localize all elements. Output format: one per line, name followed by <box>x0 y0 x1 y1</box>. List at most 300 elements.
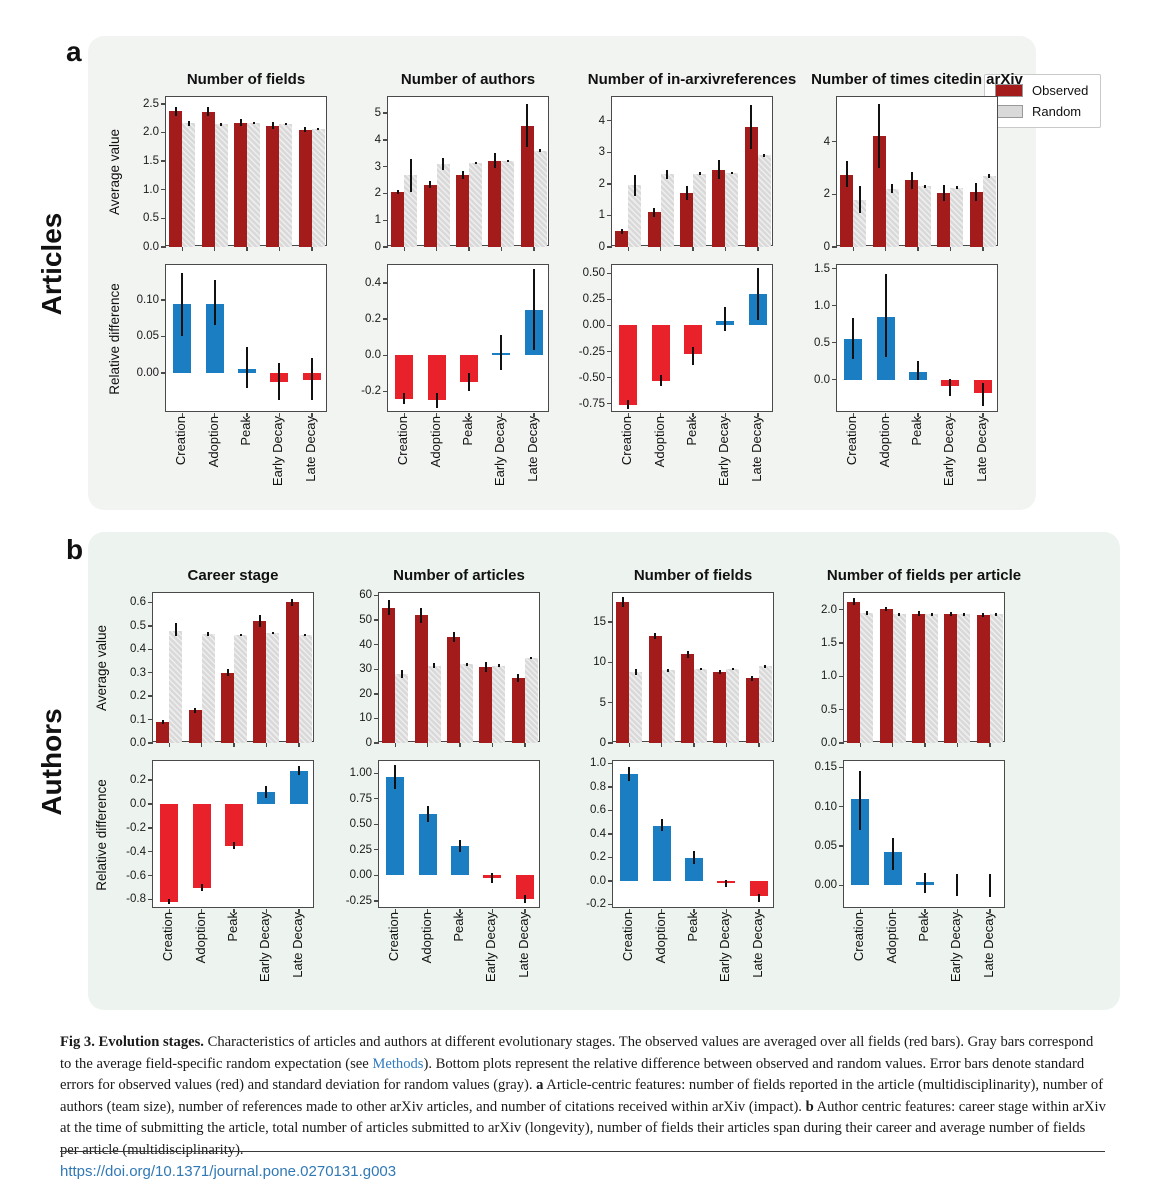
category-labels <box>378 912 540 1012</box>
error-bar <box>427 806 429 822</box>
ytick-mark <box>148 851 153 852</box>
ytick-mark <box>161 372 166 373</box>
ytick-mark <box>839 742 844 743</box>
ytick-mark <box>161 160 166 161</box>
ytick-label: 0.0 <box>130 797 146 810</box>
y-axis-title: Average value <box>94 624 109 712</box>
xtick-mark <box>860 743 862 747</box>
ytick-label: 3 <box>598 146 605 159</box>
ytick-label: 1.0 <box>590 757 606 770</box>
error-bar <box>388 600 390 615</box>
ytick-label: 1.5 <box>814 262 830 275</box>
error-bar <box>410 159 412 193</box>
ytick-label: 2.5 <box>143 97 159 110</box>
error-bar <box>175 107 177 117</box>
category-label: Early Decay <box>270 416 286 487</box>
ytick-mark <box>148 899 153 900</box>
bar-observed <box>391 192 404 247</box>
category-label: Peak <box>460 416 475 446</box>
ytick-label: 5 <box>374 107 381 120</box>
caption-segment: Author centric features: career stage within arXiv at the time of submitting the article, total number of articles submitted to arXiv (longevity), number of fields their articles span during their career and average number of fields per article (multidisciplinarity). <box>60 1098 1106 1158</box>
error-bar <box>719 670 721 675</box>
category-label: Peak <box>685 912 700 942</box>
error-bar <box>731 172 733 175</box>
error-bar <box>949 379 951 396</box>
ytick-label: 0.25 <box>582 293 605 306</box>
ytick-label: 1.5 <box>143 155 159 168</box>
error-bar <box>285 123 287 125</box>
bar-random <box>918 186 931 247</box>
error-bar <box>526 104 528 147</box>
error-bar <box>162 720 164 724</box>
ytick-mark <box>607 152 612 153</box>
bar-random <box>279 124 292 247</box>
ytick-mark <box>383 220 388 221</box>
error-bar <box>259 615 261 627</box>
ytick-mark <box>148 803 153 804</box>
category-label: Late Decay <box>980 912 996 978</box>
ytick-label: 0.0 <box>365 349 381 362</box>
doi-link[interactable]: https://doi.org/10.1371/journal.pone.0270131.g003 <box>60 1163 397 1180</box>
ytick-mark <box>839 676 844 677</box>
category-label: Early Decay <box>717 912 733 983</box>
error-bar <box>524 895 526 903</box>
category-label: Adoption <box>876 416 892 468</box>
ytick-mark <box>148 742 153 743</box>
error-bar <box>401 670 403 677</box>
bar-random <box>460 664 473 743</box>
bar-random <box>266 633 279 743</box>
bar-random <box>693 174 706 247</box>
ytick-mark <box>383 282 388 283</box>
error-bar <box>475 162 477 164</box>
xtick-mark <box>492 743 494 747</box>
bar-observed <box>266 126 279 247</box>
ytick-label: 0.8 <box>590 780 606 793</box>
ytick-mark <box>608 702 613 703</box>
category-label: Peak <box>684 416 699 446</box>
error-bar <box>751 676 753 681</box>
error-bar <box>491 873 493 883</box>
bar-observed <box>713 672 726 743</box>
bar-random <box>169 631 182 744</box>
ytick-mark <box>832 194 837 195</box>
error-bar <box>304 634 306 636</box>
ytick-label: 0.0 <box>143 241 159 253</box>
category-labels <box>387 416 549 516</box>
ytick-label: 0.2 <box>130 774 146 787</box>
error-bar <box>394 765 396 788</box>
error-bar <box>635 669 637 675</box>
xtick-mark <box>692 247 694 251</box>
chart-title: Number of articles <box>393 567 525 585</box>
xtick-mark <box>533 247 535 251</box>
ytick-mark <box>161 103 166 104</box>
ytick-mark <box>607 325 612 326</box>
error-bar <box>687 651 689 657</box>
ytick-label: 0.5 <box>143 212 159 225</box>
category-label: Creation <box>386 912 402 962</box>
category-label: Peak <box>916 912 931 942</box>
xtick-mark <box>404 247 406 251</box>
average-value-plot <box>107 96 327 253</box>
error-bar <box>207 107 209 116</box>
category-label: Peak <box>451 912 466 942</box>
bar-observed <box>712 170 725 247</box>
ytick-mark <box>607 246 612 247</box>
category-label: Adoption <box>418 912 434 964</box>
category-labels <box>611 416 773 516</box>
relative-difference-plot <box>814 760 1005 908</box>
xtick-mark <box>169 743 171 747</box>
bar-random <box>662 670 675 743</box>
ytick-label: 0.0 <box>590 874 606 887</box>
error-bar <box>291 599 293 606</box>
ytick-mark <box>374 773 379 774</box>
bar-random <box>299 635 312 743</box>
error-bar <box>891 184 893 193</box>
ytick-label: 0.6 <box>130 596 146 609</box>
relative-difference-plot <box>586 757 774 911</box>
error-bar <box>168 899 170 904</box>
category-labels <box>836 416 998 516</box>
bar-random <box>312 129 325 247</box>
ytick-mark <box>608 662 613 663</box>
bar-observed <box>169 111 182 247</box>
ytick-mark <box>148 875 153 876</box>
xtick-mark <box>459 743 461 747</box>
xtick-mark <box>892 743 894 747</box>
ytick-mark <box>383 139 388 140</box>
error-bar <box>917 361 919 380</box>
caption-segment: ). Bottom plots represent the relative difference between observed and random values. Error bars denote standard errors for observed values (red) and standard deviation for random values (gray). <box>60 1055 1085 1094</box>
bar-random <box>428 666 441 743</box>
category-label: Creation <box>619 416 635 466</box>
ytick-label: 1.00 <box>349 767 372 780</box>
ytick-mark <box>832 342 837 343</box>
bar-observed <box>156 722 169 743</box>
caption-segment: Evolution stages. <box>98 1034 204 1050</box>
error-bar <box>667 669 669 672</box>
ytick-mark <box>148 602 153 603</box>
xtick-mark <box>201 743 203 747</box>
random-swatch-icon <box>995 105 1023 118</box>
bar-random <box>492 666 505 743</box>
ytick-mark <box>161 246 166 247</box>
xtick-mark <box>661 743 663 747</box>
ytick-label: -0.2 <box>361 385 381 398</box>
bar-observed <box>415 615 428 743</box>
ytick-label: 0 <box>823 241 830 253</box>
bar-random <box>525 658 538 743</box>
ytick-label: 4 <box>598 114 605 127</box>
ytick-label: 0.5 <box>821 703 837 716</box>
ytick-label: 2.0 <box>143 126 159 139</box>
error-bar <box>317 128 319 130</box>
ytick-mark <box>608 621 613 622</box>
ytick-label: 0.0 <box>130 737 146 749</box>
ytick-label: 1.0 <box>814 299 830 312</box>
bar-negative <box>652 325 670 380</box>
ytick-label: 0.00 <box>814 879 837 892</box>
category-label: Early Decay <box>941 416 957 487</box>
ytick-mark <box>608 833 613 834</box>
xtick-mark <box>693 743 695 747</box>
ytick-mark <box>607 183 612 184</box>
ytick-mark <box>608 810 613 811</box>
bar-random <box>247 123 260 247</box>
ytick-label: 4 <box>823 135 830 148</box>
bar-observed <box>977 615 990 743</box>
ytick-mark <box>839 709 844 710</box>
ytick-label: 0.6 <box>590 804 606 817</box>
ytick-mark <box>383 391 388 392</box>
ytick-mark <box>832 141 837 142</box>
ytick-label: 0.10 <box>136 293 159 306</box>
bar-observed <box>616 602 629 743</box>
chart-title: Number of fields <box>186 71 306 89</box>
category-label: Creation <box>851 912 867 962</box>
xtick-mark <box>298 743 300 747</box>
average-value-plot <box>359 589 540 749</box>
ytick-label: 0.5 <box>130 619 146 632</box>
bar-observed <box>681 654 694 743</box>
ytick-label: 4 <box>374 133 381 146</box>
error-bar <box>943 185 945 201</box>
ytick-label: 1 <box>598 209 605 222</box>
bar-positive <box>653 826 671 881</box>
error-bar <box>654 633 656 639</box>
xtick-mark <box>246 247 248 251</box>
xtick-mark <box>758 743 760 747</box>
bar-observed <box>286 602 299 743</box>
error-bar <box>201 884 203 891</box>
ytick-mark <box>374 849 379 850</box>
ytick-mark <box>839 642 844 643</box>
error-bar <box>433 663 435 668</box>
ytick-mark <box>839 806 844 807</box>
error-bar <box>628 767 630 781</box>
ytick-mark <box>148 695 153 696</box>
error-bar <box>240 634 242 636</box>
error-bar <box>718 160 720 179</box>
error-bar <box>666 170 668 179</box>
figure-caption <box>60 1032 1106 1162</box>
error-bar <box>240 119 242 126</box>
ytick-label: 0 <box>365 737 372 749</box>
error-bar <box>429 181 431 188</box>
bar-observed <box>456 175 469 247</box>
bar-observed <box>937 193 950 247</box>
ytick-label: 0.4 <box>365 277 381 290</box>
ytick-mark <box>839 885 844 886</box>
ytick-label: 2 <box>823 188 830 201</box>
error-bar <box>725 880 727 887</box>
error-bar <box>724 307 726 331</box>
bar-observed <box>944 614 957 743</box>
ytick-mark <box>832 268 837 269</box>
error-bar <box>892 838 894 869</box>
category-label: Peak <box>225 912 240 942</box>
error-bar <box>982 613 984 617</box>
ytick-mark <box>374 619 379 620</box>
ytick-mark <box>608 857 613 858</box>
ytick-mark <box>374 824 379 825</box>
ytick-label: -0.75 <box>578 397 605 410</box>
ytick-label: 0.4 <box>130 643 146 656</box>
panel-b-letter: b <box>66 534 84 565</box>
bar-observed <box>221 673 234 743</box>
error-bar <box>517 674 519 681</box>
ytick-label: 0.05 <box>136 330 159 343</box>
methods-link[interactable]: Methods <box>372 1055 424 1072</box>
bar-observed <box>512 678 525 743</box>
category-label: Early Decay <box>257 912 273 983</box>
ytick-label: 20 <box>359 687 372 700</box>
category-label: Creation <box>173 416 189 466</box>
ytick-label: 0.50 <box>349 818 372 831</box>
bar-observed <box>253 621 266 743</box>
error-bar <box>956 186 958 189</box>
xtick-mark <box>924 743 926 747</box>
error-bar <box>931 613 933 616</box>
error-bar <box>956 874 958 896</box>
ytick-mark <box>607 273 612 274</box>
ytick-mark <box>161 299 166 300</box>
bar-random <box>469 163 482 247</box>
ytick-mark <box>148 779 153 780</box>
category-labels <box>165 416 327 516</box>
ytick-mark <box>374 693 379 694</box>
category-label: Creation <box>395 416 411 466</box>
ytick-label: 0.2 <box>130 690 146 703</box>
xtick-mark <box>427 743 429 747</box>
legend-random-label: Random <box>1032 104 1082 119</box>
chart-title: Number of fields per article <box>826 567 1022 585</box>
bar-random <box>726 669 739 743</box>
error-bar <box>507 160 509 162</box>
error-bar <box>397 190 399 194</box>
category-label: Late Decay <box>749 912 765 978</box>
error-bar <box>420 608 422 623</box>
bar-negative <box>193 804 211 888</box>
chart-title: Career stage <box>187 567 279 585</box>
xtick-mark <box>266 743 268 747</box>
y-axis-title: Average value <box>107 128 122 216</box>
bar-observed <box>912 614 925 743</box>
ytick-mark <box>383 166 388 167</box>
ytick-label: 2.0 <box>821 603 837 616</box>
ytick-label: 10 <box>359 712 372 725</box>
error-bar <box>485 662 487 672</box>
category-label: Early Decay <box>716 416 732 487</box>
error-bar <box>265 786 267 798</box>
chart-title: Number of authors <box>400 71 536 89</box>
bar-random <box>983 176 996 247</box>
ytick-mark <box>161 132 166 133</box>
error-bar <box>853 598 855 605</box>
error-bar <box>995 613 997 616</box>
ytick-label: 0 <box>599 737 606 749</box>
average-value-plot <box>823 96 998 253</box>
ytick-mark <box>607 377 612 378</box>
ytick-label: -0.2 <box>586 898 606 911</box>
category-label: Late Decay <box>748 416 764 482</box>
category-label: Creation <box>620 912 636 962</box>
bar-positive <box>620 774 638 881</box>
error-bar <box>699 172 701 175</box>
caption-segment: a <box>536 1077 544 1094</box>
relative-difference-plot <box>578 264 773 412</box>
caption-divider <box>60 1151 1105 1152</box>
bar-observed <box>447 637 460 743</box>
caption-segment: Fig 3. <box>60 1034 99 1050</box>
ytick-label: 2 <box>598 177 605 190</box>
chart-title: Number of in-arxiv references <box>587 71 797 89</box>
xtick-mark <box>182 247 184 251</box>
xtick-mark <box>279 247 281 251</box>
category-label: Peak <box>909 416 924 446</box>
ytick-label: 1.0 <box>821 670 837 683</box>
bar-observed <box>424 185 437 247</box>
bar-random <box>860 613 873 743</box>
category-label: Adoption <box>427 416 443 468</box>
error-bar <box>494 153 496 168</box>
error-bar <box>982 383 984 407</box>
ytick-mark <box>608 763 613 764</box>
ytick-label: 0.75 <box>349 792 372 805</box>
ytick-mark <box>832 246 837 247</box>
average-value-plot <box>821 592 1005 749</box>
ytick-mark <box>148 649 153 650</box>
relative-difference-plot <box>361 264 549 412</box>
ytick-mark <box>374 742 379 743</box>
bar-random <box>661 174 674 247</box>
bar-observed <box>202 112 215 247</box>
panel-a-side-label: Articles <box>36 212 67 316</box>
ytick-mark <box>161 189 166 190</box>
error-bar <box>272 122 274 129</box>
error-bar <box>878 104 880 168</box>
ytick-mark <box>608 904 613 905</box>
category-label: Creation <box>160 912 176 962</box>
error-bar <box>207 632 209 635</box>
relative-difference-plot <box>814 262 998 412</box>
error-bar <box>898 613 900 616</box>
ytick-label: 1.5 <box>821 637 837 649</box>
ytick-mark <box>148 719 153 720</box>
ytick-mark <box>608 786 613 787</box>
bar-negative <box>225 804 243 846</box>
bar-observed <box>847 602 860 743</box>
error-bar <box>436 393 438 407</box>
ytick-label: -0.2 <box>126 821 146 834</box>
ytick-label: 30 <box>359 663 372 676</box>
ytick-label: 0.4 <box>590 827 606 840</box>
error-bar <box>653 208 655 217</box>
error-bar <box>498 664 500 666</box>
legend-row-random <box>995 104 1088 119</box>
ytick-mark <box>374 595 379 596</box>
bar-random <box>182 123 195 247</box>
ytick-mark <box>374 669 379 670</box>
error-bar <box>975 183 977 201</box>
error-bar <box>453 632 455 642</box>
ytick-label: 0.0 <box>821 737 837 749</box>
error-bar <box>963 613 965 616</box>
xtick-mark <box>214 247 216 251</box>
ytick-mark <box>832 305 837 306</box>
